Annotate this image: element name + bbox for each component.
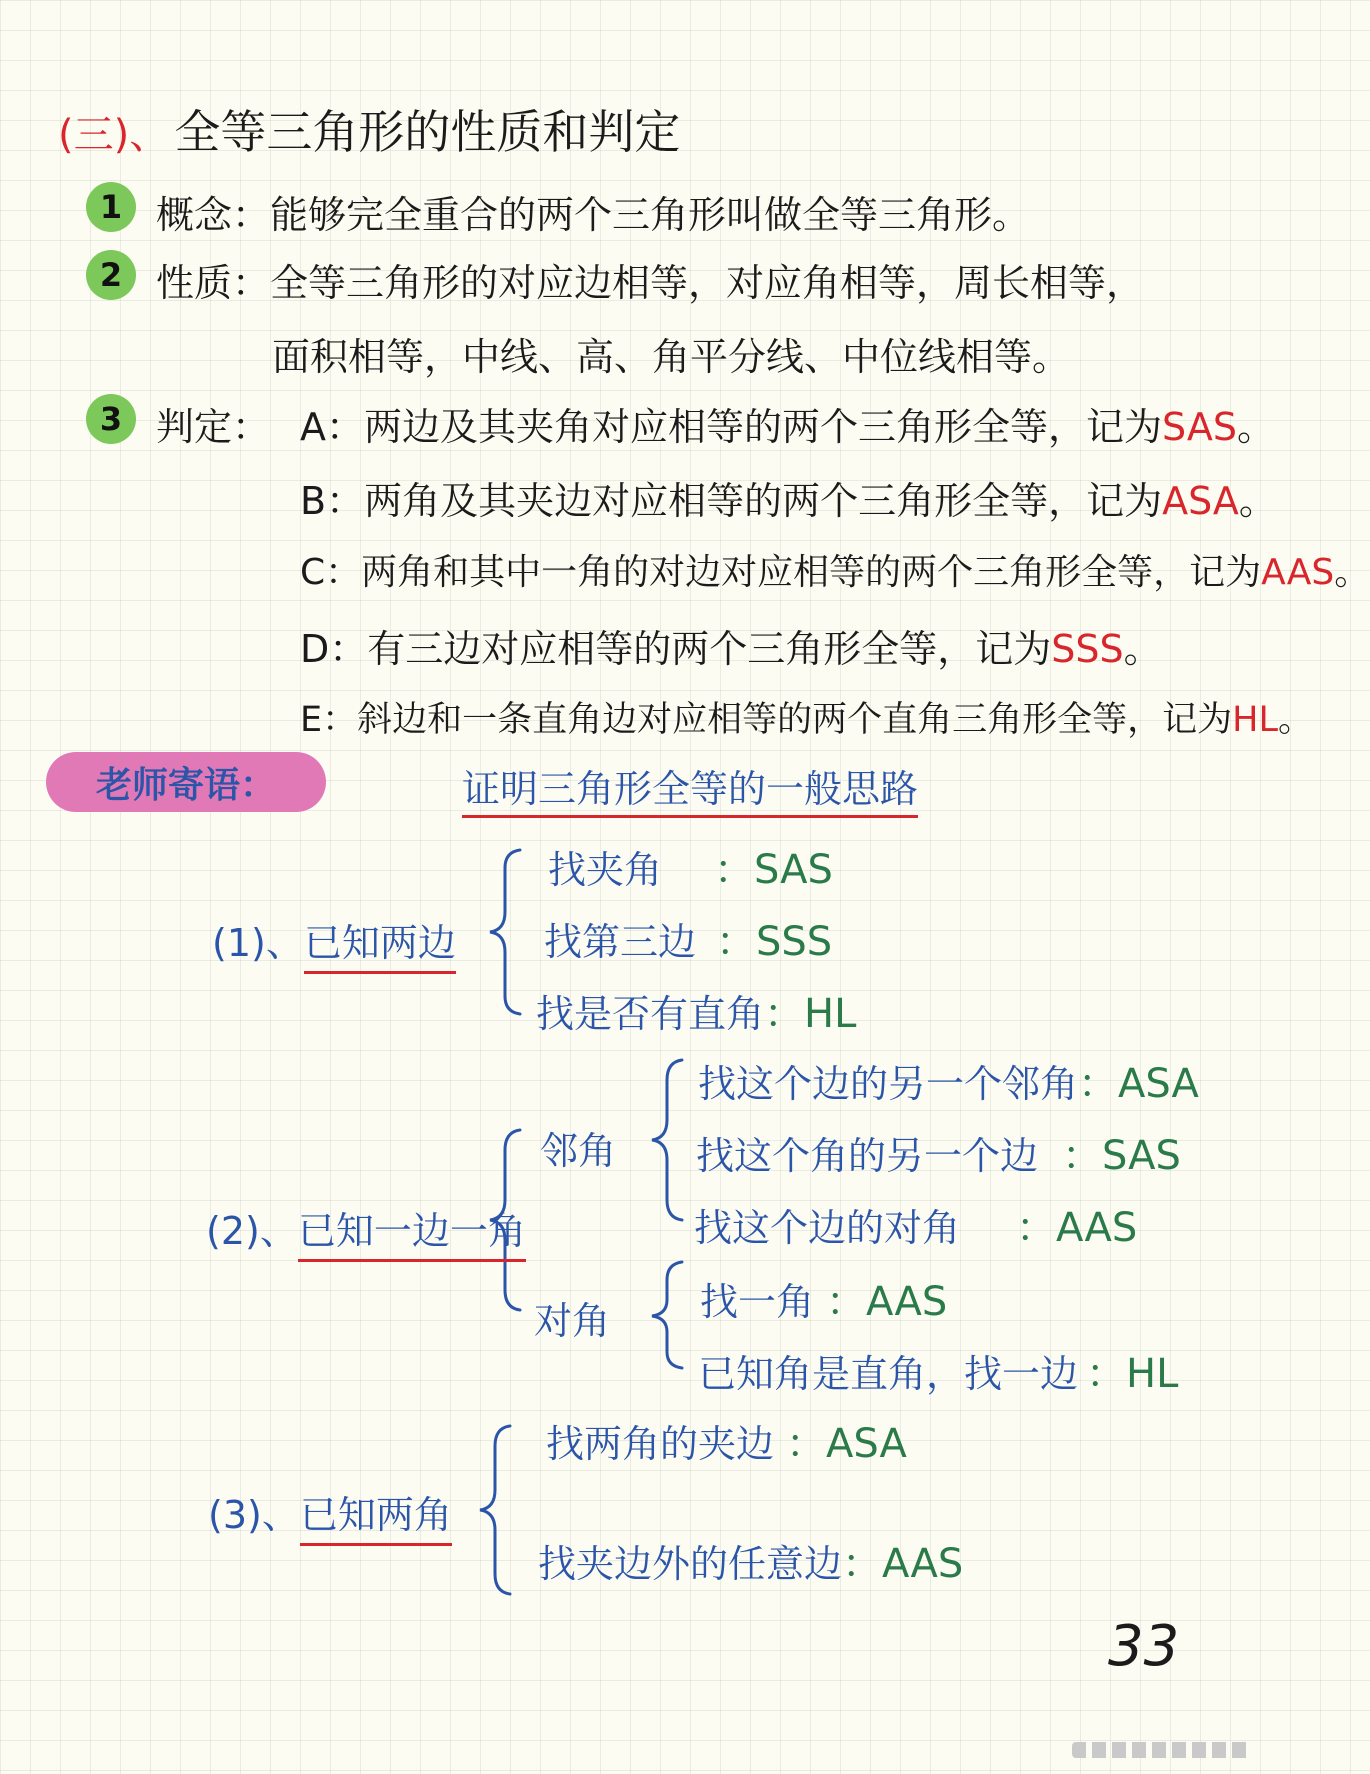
- case3-branch: 找两角的夹边 ：ASA: [546, 1421, 907, 1467]
- item-label: 概念：: [156, 193, 271, 237]
- case2-condition: 已知一边一角: [298, 1209, 526, 1262]
- case2-sub1-branch: 找这个角的另一个边 ：SAS: [696, 1133, 1181, 1179]
- item-text: 全等三角形的对应边相等，对应角相等，周长相等，: [270, 261, 1145, 305]
- case3-branch: 找夹边外的任意边：AAS: [538, 1541, 964, 1587]
- case3-label: (3)、已知两角: [208, 1484, 452, 1539]
- criteria-label: 判定：: [156, 405, 271, 449]
- criterion-abbr: AAS: [1261, 552, 1335, 593]
- criterion-a: A：两边及其夹角对应相等的两个三角形全等，记为SAS。: [300, 405, 1275, 449]
- item-number-badge: 3: [86, 394, 136, 444]
- criterion-c: C：两角和其中一角的对边对应相等的两个三角形全等，记为AAS。: [300, 552, 1370, 593]
- case2-sub1-branch: 找这个边的对角 ：AAS: [694, 1205, 1138, 1251]
- case2-sub2-branch: 已知角是直角，找一边 ：HL: [698, 1351, 1179, 1397]
- item-number-badge: 1: [86, 182, 136, 232]
- section-title-text: 全等三角形的性质和判定: [174, 105, 681, 159]
- criterion-b: B：两角及其夹边对应相等的两个三角形全等，记为ASA。: [300, 479, 1277, 523]
- case2-sub1-branch: 找这个边的另一个邻角：ASA: [698, 1061, 1199, 1107]
- criterion-abbr: SSS: [1051, 627, 1124, 671]
- case2-sub1-label: 邻角: [540, 1129, 617, 1173]
- case2-sub2-label: 对角: [534, 1299, 611, 1343]
- page-number: 33: [1108, 1614, 1180, 1679]
- case2-label: (2)、已知一边一角: [206, 1200, 526, 1255]
- criterion-abbr: ASA: [1162, 479, 1239, 523]
- property-line: [156, 252, 1144, 307]
- criterion-abbr: HL: [1232, 700, 1278, 740]
- case1-branch: 找是否有直角：HL: [536, 991, 857, 1037]
- criterion-e: E：斜边和一条直角边对应相等的两个直角三角形全等，记为HL。: [300, 700, 1313, 740]
- case1-branch: 找夹角 ：SAS: [548, 847, 833, 893]
- section-number: (三)、: [58, 112, 170, 158]
- case1-condition: 已知两边: [304, 921, 456, 974]
- item-number-badge: 2: [86, 250, 136, 300]
- case1-label: (1)、已知两边: [212, 912, 456, 967]
- property-line-2: 面积相等，中线、高、角平分线、中位线相等。: [272, 335, 1071, 379]
- page-footer-marks: [1072, 1742, 1252, 1758]
- item-label: 性质：: [156, 261, 271, 305]
- case3-condition: 已知两角: [300, 1493, 452, 1546]
- item-text: 能够完全重合的两个三角形叫做全等三角形。: [270, 193, 1031, 237]
- section-title: [58, 96, 680, 162]
- criterion-d: D：有三边对应相等的两个三角形全等，记为SSS。: [300, 627, 1162, 671]
- concept-line: [156, 184, 1030, 239]
- case1-branch: 找第三边 ：SSS: [544, 919, 833, 965]
- teacher-note-badge: 老师寄语：: [46, 752, 326, 812]
- teacher-heading: 证明三角形全等的一般思路: [462, 758, 918, 813]
- criterion-abbr: SAS: [1162, 405, 1237, 449]
- case2-sub2-branch: 找一角 ：AAS: [700, 1279, 948, 1325]
